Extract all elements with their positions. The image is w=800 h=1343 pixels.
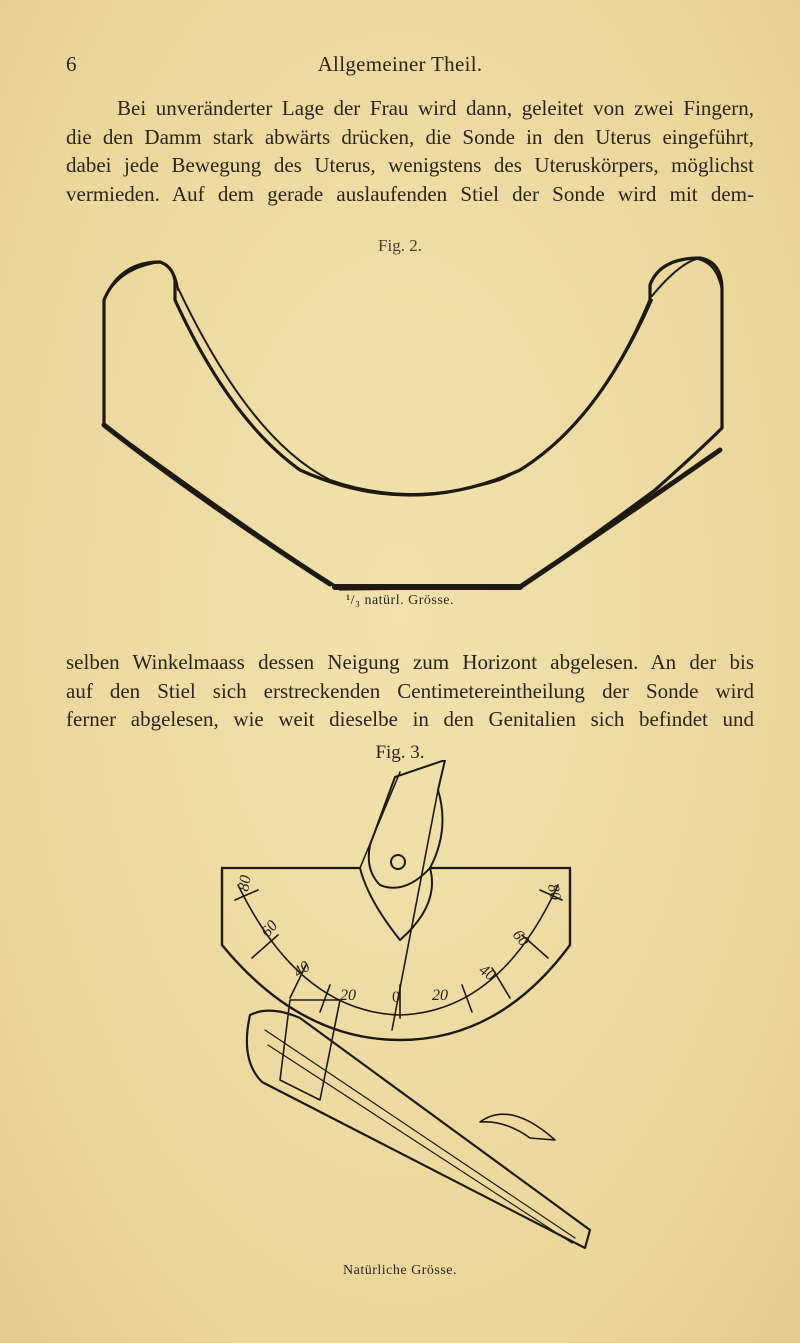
figure-3-caption: Natürliche Grösse. (343, 1263, 457, 1278)
paragraph-line: selben Winkelmaass dessen Neigung zum Horizont abgelesen. An der bis (66, 650, 754, 674)
scale-label: 40 (475, 961, 499, 985)
figure-2-label: Fig. 2. (378, 236, 422, 255)
paragraph-line: Bei unveränderter Lage der Frau wird dann, geleitet von zwei Fingern, (117, 96, 754, 120)
scale-label: 20 (340, 987, 356, 1004)
scale-label: 40 (290, 958, 314, 982)
paragraph-line: dabei jede Bewegung des Uterus, wenigstens des Uteruskörpers, möglichst (66, 153, 754, 178)
scale-label: 80 (544, 882, 564, 902)
paragraph-line: ferner abgelesen, wie weit dieselbe in den Genitalien sich befindet und (66, 707, 754, 732)
scale-label: 0 (392, 989, 400, 1006)
paragraph-2 (66, 648, 754, 734)
paragraph-line: die den Damm stark abwärts drücken, die Sonde in den Uterus eingeführt, (66, 124, 754, 149)
figure-2-angle-gauge-illustration (0, 250, 800, 595)
figure-2-caption: ¹/₃ natürl. Grösse. (345, 593, 454, 608)
page-header (0, 52, 800, 82)
scale-label: 20 (432, 987, 448, 1004)
scale-label: 60 (258, 917, 282, 941)
scale-label: 60 (508, 926, 533, 950)
paragraph-line: auf den Stiel sich erstreckenden Centimetereintheilung der Sonde wird (66, 678, 754, 703)
running-head: Allgemeiner Theil. (317, 52, 483, 76)
page-number: 6 (66, 52, 77, 76)
paragraph-1 (66, 94, 754, 209)
figure-3-protractor-illustration (0, 760, 800, 1260)
scale-label: 80 (235, 873, 255, 893)
paragraph-line: vermieden. Auf dem gerade auslaufenden Stiel der Sonde wird mit dem- (66, 182, 754, 207)
figure-3-label: Fig. 3. (375, 742, 425, 763)
